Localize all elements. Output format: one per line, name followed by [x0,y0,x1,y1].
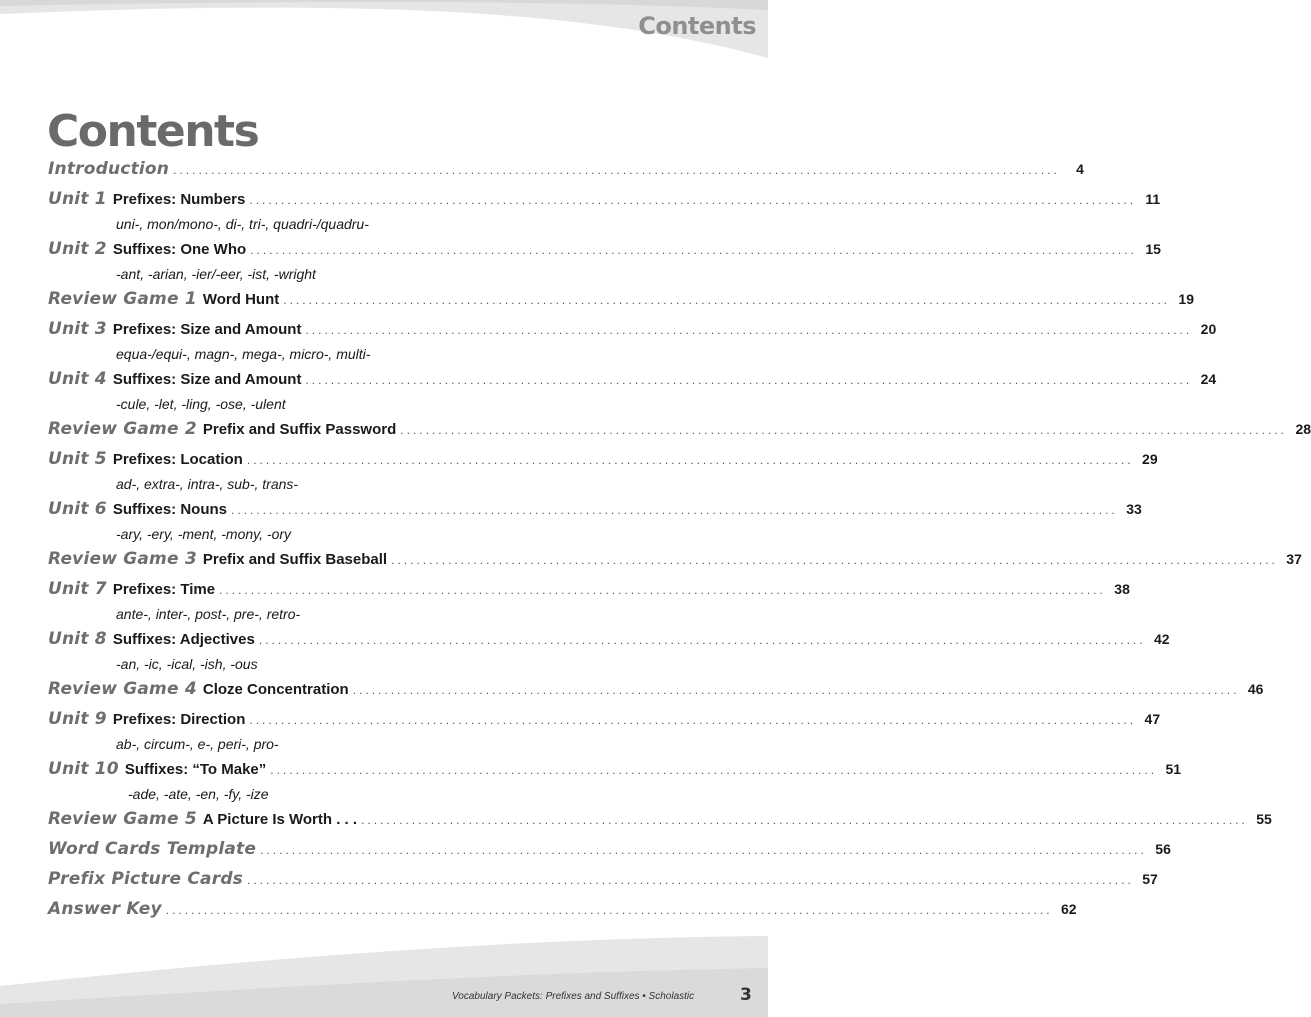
toc-entry-unit-3 [48,319,1217,369]
table-of-contents [48,159,1311,929]
dot-leader: ............................................................................................................................................ [219,583,1106,597]
toc-subtitle: -an, -ic, -ical, -ish, -ous [116,656,258,672]
toc-label: Unit 2 [48,239,107,259]
dot-leader: ............................................................................................................................................ [246,453,1134,467]
dot-leader: ............................................................................................................................................ [173,163,1060,177]
toc-page-number: 15 [1145,241,1161,257]
toc-page-number: 42 [1154,631,1170,647]
toc-title: Prefix and Suffix Password [202,421,397,438]
toc-entry-unit-4 [48,369,1217,419]
dot-leader: ............................................................................................................................................ [249,713,1137,727]
toc-label: Unit 10 [48,759,119,779]
toc-entry-review-game-4 [48,679,1264,709]
toc-title: Cloze Concentration [202,681,349,698]
toc-page-number: 55 [1256,811,1272,827]
toc-label: Unit 1 [48,189,107,209]
dot-leader: ............................................................................................................................................ [231,503,1118,517]
footer-credit: Vocabulary Packets: Prefixes and Suffixes • Scholastic [452,991,695,1002]
toc-label: Review Game 2 [48,419,197,439]
toc-page-number: 57 [1142,871,1158,887]
toc-entry-review-game-5 [48,809,1272,839]
running-header-title: Contents [638,12,756,40]
toc-entry-unit-5 [48,449,1158,499]
dot-leader: ............................................................................................................................................ [165,903,1053,917]
toc-label: Answer Key [48,899,162,919]
toc-entry-unit-2 [48,239,1161,289]
toc-label: Prefix Picture Cards [48,869,244,889]
toc-title: Suffixes: Size and Amount [112,371,302,388]
dot-leader: ............................................................................................................................................ [283,293,1170,307]
toc-page-number: 20 [1200,321,1217,337]
toc-label: Unit 4 [48,369,107,389]
toc-label: Unit 9 [48,709,107,729]
footer-swoosh [0,928,768,1017]
page-title: Contents [47,106,259,157]
toc-title: Prefixes: Size and Amount [112,321,302,338]
toc-title: Prefixes: Time [112,581,216,598]
dot-leader: ............................................................................................................................................ [305,323,1193,337]
dot-leader: ............................................................................................................................................ [258,633,1146,647]
toc-title: Suffixes: Nouns [112,501,227,518]
toc-subtitle: ante-, inter-, post-, pre-, retro- [116,606,301,622]
toc-entry-review-game-2 [48,419,1311,449]
toc-entry-unit-7 [48,579,1130,629]
toc-label: Review Game 5 [48,809,197,829]
dot-leader: ............................................................................................................................................ [400,423,1288,437]
dot-leader: ............................................................................................................................................ [247,873,1134,887]
toc-title: Prefixes: Location [112,451,243,468]
toc-entry-word-cards-template [48,839,1171,869]
page-number: 3 [740,985,752,1005]
toc-label: Review Game 4 [48,679,197,699]
toc-entry-unit-9 [48,709,1161,759]
toc-page-number: 33 [1126,501,1142,517]
toc-subtitle: ab-, circum-, e-, peri-, pro- [116,736,279,752]
toc-page-number: 47 [1144,711,1161,727]
dot-leader: ............................................................................................................................................ [249,193,1137,207]
toc-label: Word Cards Template [48,839,257,859]
dot-leader: ............................................................................................................................................ [305,373,1193,387]
toc-entry-unit-10 [48,759,1182,809]
toc-page-number: 37 [1286,551,1302,567]
toc-page-number: 29 [1142,451,1158,467]
toc-title: Suffixes: Adjectives [112,631,255,648]
toc-title: Suffixes: “To Make” [124,761,267,778]
toc-entry-unit-8 [48,629,1170,679]
toc-subtitle: -ary, -ery, -ment, -mony, -ory [116,526,292,542]
toc-page-number: 51 [1165,761,1182,777]
toc-page-number: 46 [1247,681,1264,697]
dot-leader: ............................................................................................................................................ [260,843,1147,857]
toc-subtitle: -ant, -arian, -ier/-eer, -ist, -wright [116,266,316,282]
toc-page-number: 4 [1076,161,1084,177]
toc-entry-unit-1 [48,189,1161,239]
toc-page-number: 19 [1178,291,1194,307]
toc-subtitle: -cule, -let, -ling, -ose, -ulent [116,396,286,412]
dot-leader: ............................................................................................................................................ [361,813,1248,827]
dot-leader: ............................................................................................................................................ [352,683,1240,697]
toc-page-number: 28 [1295,421,1311,437]
toc-entry-unit-6 [48,499,1142,549]
toc-label: Unit 7 [48,579,107,599]
toc-page-number: 62 [1060,901,1077,917]
toc-label: Unit 5 [48,449,107,469]
toc-title: Prefixes: Direction [112,711,246,728]
toc-title: A Picture Is Worth . . . [202,811,358,828]
toc-entry-review-game-1 [48,289,1194,319]
toc-entry-review-game-3 [48,549,1302,579]
toc-page-number: 24 [1200,371,1217,387]
toc-entry-answer-key [48,899,1077,929]
toc-label: Unit 6 [48,499,107,519]
toc-subtitle: uni-, mon/mono-, di-, tri-, quadri-/quadru- [116,216,369,232]
dot-leader: ............................................................................................................................................ [270,763,1158,777]
toc-label: Review Game 1 [48,289,197,309]
dot-leader: ............................................................................................................................................ [250,243,1137,257]
toc-label: Review Game 3 [48,549,197,569]
toc-page-number: 38 [1114,581,1130,597]
toc-entry-introduction [48,159,1084,189]
toc-subtitle: -ade, -ate, -en, -fy, -ize [128,786,269,802]
toc-label: Unit 3 [48,319,107,339]
toc-label: Introduction [48,159,170,179]
toc-page-number: 11 [1145,191,1161,207]
toc-label: Unit 8 [48,629,107,649]
toc-page-number: 56 [1155,841,1171,857]
dot-leader: ............................................................................................................................................ [391,553,1278,567]
toc-subtitle: ad-, extra-, intra-, sub-, trans- [116,476,299,492]
toc-title: Suffixes: One Who [112,241,247,258]
toc-title: Word Hunt [202,291,280,308]
toc-entry-prefix-picture-cards [48,869,1158,899]
toc-title: Prefix and Suffix Baseball [202,551,388,568]
toc-subtitle: equa-/equi-, magn-, mega-, micro-, multi- [116,346,371,362]
toc-title: Prefixes: Numbers [112,191,246,208]
